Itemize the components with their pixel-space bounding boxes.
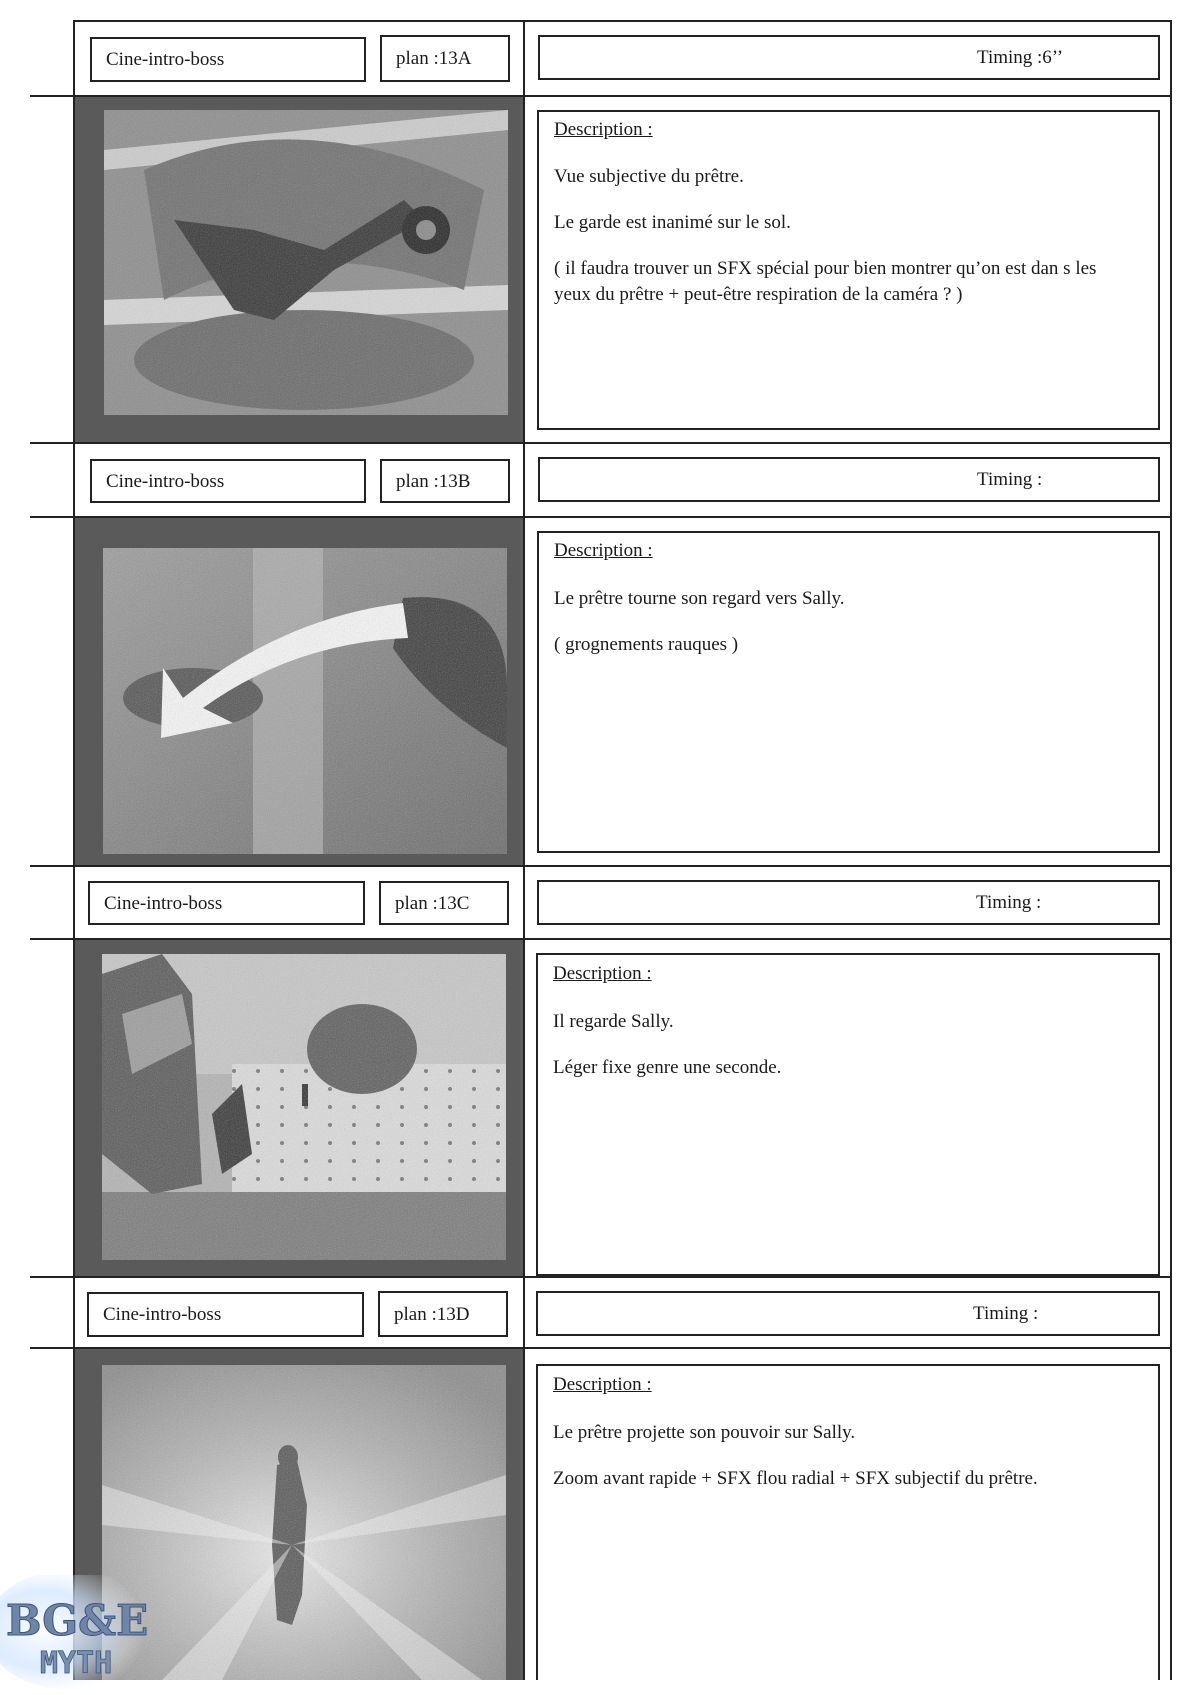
description-box (536, 1364, 1160, 1680)
description-box (536, 953, 1160, 1276)
plan-label: plan :13A (396, 48, 472, 69)
storyboard-image-13b (103, 548, 507, 854)
description-line: Vue subjective du prêtre. (554, 166, 744, 187)
storyboard-image-13c (102, 954, 506, 1260)
scene-label: Cine-intro-boss (106, 471, 225, 492)
scene-label: Cine-intro-boss (103, 1304, 222, 1325)
storyboard-image-13a (104, 110, 508, 415)
timing-box (537, 880, 1160, 925)
timing-label: Timing :6’’ (977, 47, 1064, 68)
scene-label: Cine-intro-boss (106, 49, 225, 70)
description-title: Description : (554, 540, 653, 561)
description-line: ( grognements rauques ) (554, 634, 739, 655)
grid-hline (73, 20, 1172, 22)
scene-box (87, 1292, 364, 1337)
timing-label: Timing : (977, 469, 1043, 490)
grid-hline (30, 1276, 1172, 1278)
description-line: Le prêtre projette son pouvoir sur Sally. (553, 1422, 856, 1443)
grid-mid-vline (523, 20, 525, 1680)
description-title: Description : (553, 1374, 652, 1395)
plan-box (380, 35, 510, 82)
description-line: Léger fixe genre une seconde. (553, 1057, 782, 1078)
description-line: Le garde est inanimé sur le sol. (554, 212, 791, 233)
grid-hline (30, 442, 1172, 444)
scene-box (90, 37, 366, 82)
plan-label: plan :13D (394, 1304, 470, 1325)
grid-hline (30, 865, 1172, 867)
plan-box (378, 1291, 508, 1337)
timing-label: Timing : (973, 1303, 1039, 1324)
grid-right-vline (1170, 20, 1172, 1680)
description-line: Il regarde Sally. (553, 1011, 674, 1032)
description-box (537, 110, 1160, 430)
description-line: ( il faudra trouver un SFX spécial pour bien montrer qu’on est dan s les (554, 258, 1097, 279)
timing-box (538, 457, 1160, 502)
timing-label: Timing : (976, 892, 1042, 913)
timing-box (538, 35, 1160, 80)
description-title: Description : (553, 963, 652, 984)
timing-box (536, 1291, 1160, 1336)
svg-text:BG&E: BG&E (6, 1596, 149, 1645)
bge-myth-logo (0, 1575, 190, 1695)
description-box (537, 531, 1160, 853)
scene-label: Cine-intro-boss (104, 893, 223, 914)
plan-box (379, 881, 509, 925)
description-line: Le prêtre tourne son regard vers Sally. (554, 588, 845, 609)
description-title: Description : (554, 119, 653, 140)
description-line: yeux du prêtre + peut-être respiration de la caméra ? ) (554, 284, 963, 305)
plan-label: plan :13B (396, 471, 471, 492)
description-line: Zoom avant rapide + SFX flou radial + SFX subjectif du prêtre. (553, 1468, 1038, 1489)
plan-box (380, 459, 510, 503)
plan-label: plan :13C (395, 893, 470, 914)
svg-text:MYTH: MYTH (40, 1646, 113, 1681)
scene-box (90, 459, 366, 503)
scene-box (88, 881, 365, 925)
